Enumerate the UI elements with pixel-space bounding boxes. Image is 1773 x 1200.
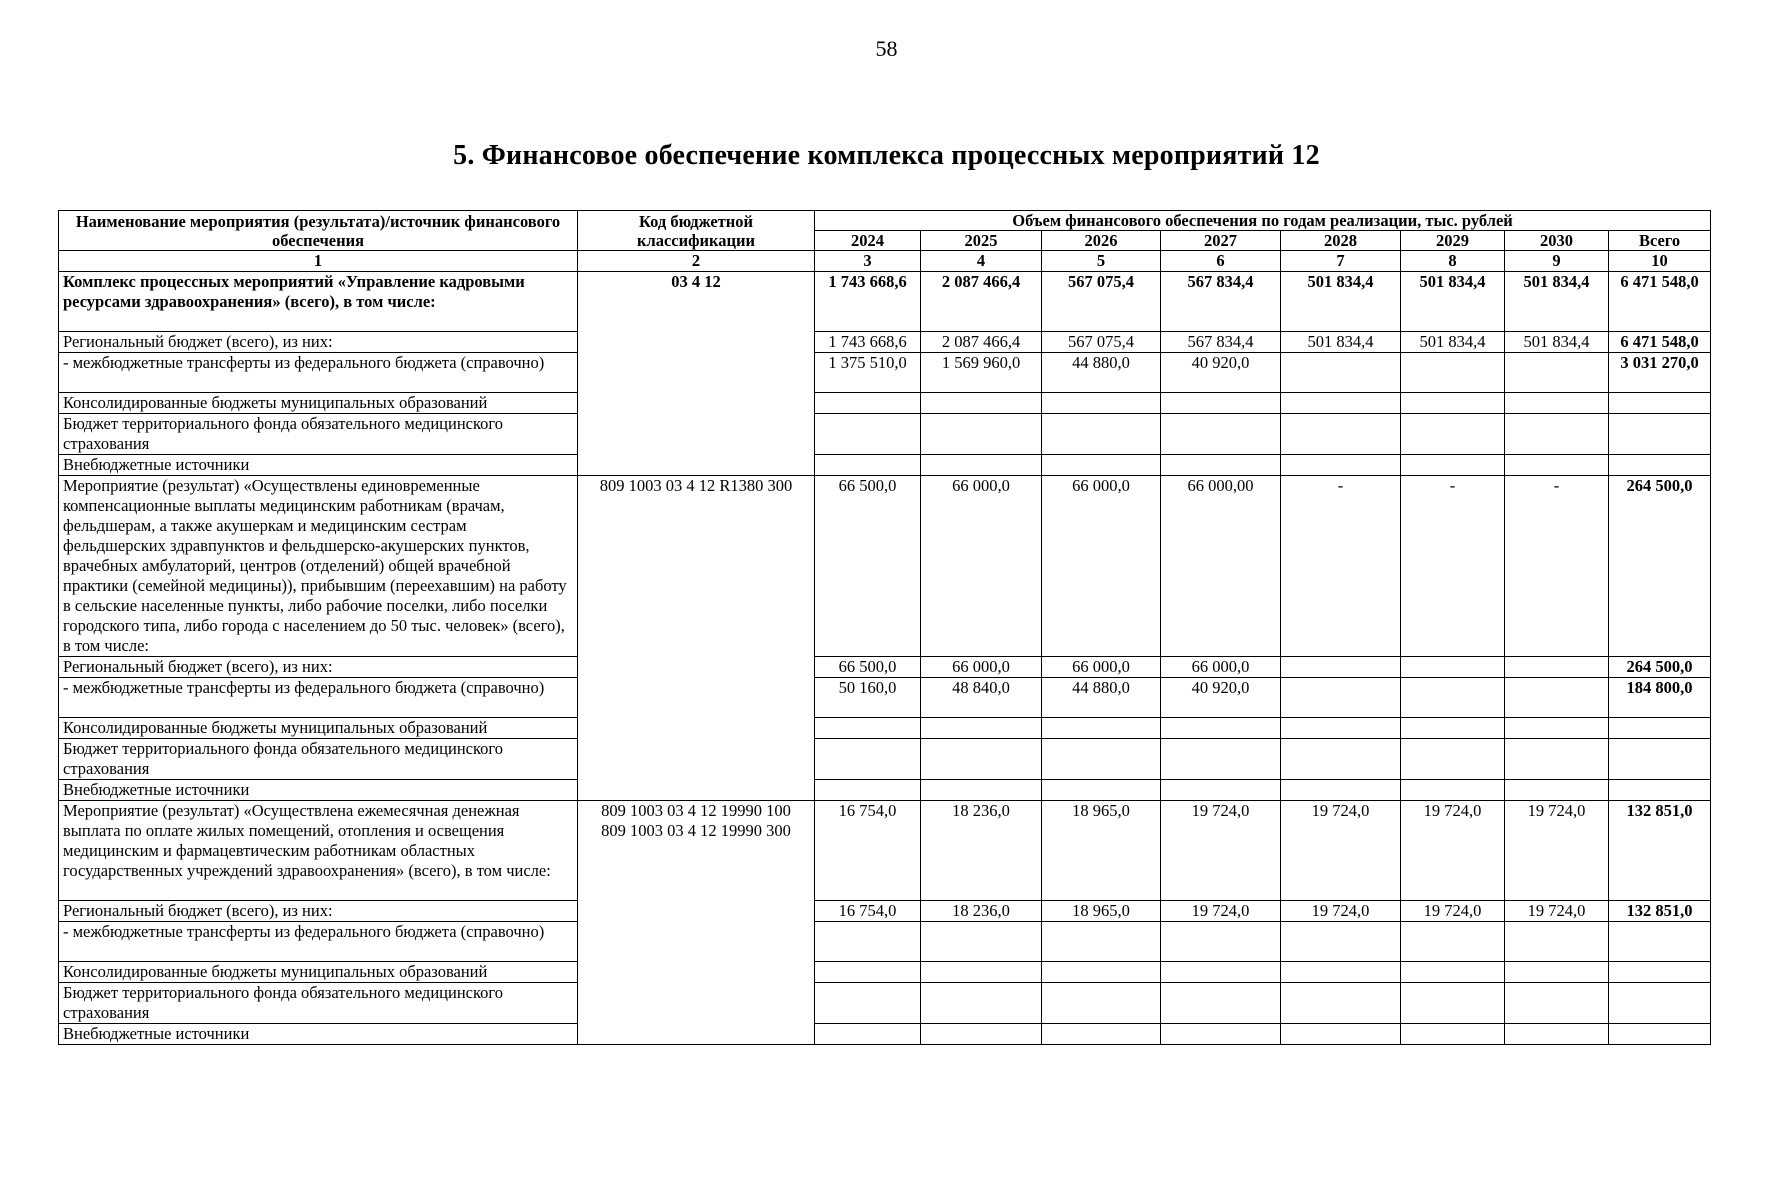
value-cell	[1281, 414, 1401, 455]
row-label-source: Бюджет территориального фонда обязательного медицинского страхования	[59, 414, 578, 455]
value-cell	[1401, 657, 1505, 678]
value-cell	[1401, 414, 1505, 455]
value-cell	[1401, 718, 1505, 739]
value-cell: 66 000,0	[921, 476, 1042, 657]
value-cell	[1505, 393, 1609, 414]
value-cell: 66 000,0	[921, 657, 1042, 678]
value-cell	[1042, 962, 1161, 983]
row-label-source: Региональный бюджет (всего), из них:	[59, 901, 578, 922]
value-cell	[1281, 657, 1401, 678]
total-cell	[1609, 414, 1711, 455]
value-cell	[1401, 393, 1505, 414]
value-cell	[1401, 780, 1505, 801]
total-cell: 6 471 548,0	[1609, 272, 1711, 332]
value-cell	[1505, 922, 1609, 962]
row-label-source: Бюджет территориального фонда обязательного медицинского страхования	[59, 983, 578, 1024]
value-cell	[1281, 983, 1401, 1024]
value-cell	[1161, 780, 1281, 801]
value-cell	[815, 739, 921, 780]
header-volume-group: Объем финансового обеспечения по годам реализации, тыс. рублей	[815, 211, 1711, 231]
value-cell: 48 840,0	[921, 678, 1042, 718]
table-row	[59, 393, 1711, 414]
value-cell	[1401, 455, 1505, 476]
value-cell	[1401, 678, 1505, 718]
value-cell: 501 834,4	[1281, 332, 1401, 353]
total-cell	[1609, 1024, 1711, 1045]
header-year: 2030	[1505, 231, 1609, 251]
value-cell	[1281, 718, 1401, 739]
value-cell: 18 236,0	[921, 801, 1042, 901]
column-index: 1	[59, 251, 578, 272]
value-cell: 1 743 668,6	[815, 332, 921, 353]
value-cell	[1042, 922, 1161, 962]
value-cell: 18 236,0	[921, 901, 1042, 922]
value-cell: 16 754,0	[815, 901, 921, 922]
value-cell	[1505, 657, 1609, 678]
value-cell	[1161, 1024, 1281, 1045]
value-cell	[1161, 962, 1281, 983]
value-cell	[1161, 393, 1281, 414]
value-cell: 1 375 510,0	[815, 353, 921, 393]
value-cell	[1505, 718, 1609, 739]
table-row	[59, 901, 1711, 922]
table-row	[59, 718, 1711, 739]
column-index: 2	[578, 251, 815, 272]
total-cell: 3 031 270,0	[1609, 353, 1711, 393]
table-row	[59, 739, 1711, 780]
value-cell	[1281, 1024, 1401, 1045]
column-index: 4	[921, 251, 1042, 272]
value-cell	[921, 780, 1042, 801]
budget-code: 03 4 12	[671, 272, 721, 291]
total-cell	[1609, 718, 1711, 739]
value-cell	[921, 414, 1042, 455]
value-cell	[1161, 922, 1281, 962]
value-cell	[1505, 739, 1609, 780]
row-label-source: Консолидированные бюджеты муниципальных образований	[59, 962, 578, 983]
page-title: 5. Финансовое обеспечение комплекса процессных мероприятий 12	[453, 140, 1320, 171]
value-cell: 19 724,0	[1401, 901, 1505, 922]
budget-code-cell	[578, 801, 815, 1045]
value-cell: 567 075,4	[1042, 332, 1161, 353]
value-cell: 19 724,0	[1281, 901, 1401, 922]
value-cell	[815, 455, 921, 476]
total-cell	[1609, 983, 1711, 1024]
value-cell	[1161, 455, 1281, 476]
value-cell: 66 000,0	[1161, 657, 1281, 678]
header-year: 2024	[815, 231, 921, 251]
total-cell: 184 800,0	[1609, 678, 1711, 718]
total-cell	[1609, 962, 1711, 983]
value-cell	[815, 780, 921, 801]
value-cell	[1401, 922, 1505, 962]
value-cell: 19 724,0	[1505, 901, 1609, 922]
budget-code: 809 1003 03 4 12 R1380 300	[599, 476, 793, 495]
value-cell	[1401, 983, 1505, 1024]
value-cell	[1401, 739, 1505, 780]
row-label-main: Мероприятие (результат) «Осуществлены единовременные компенсационные выплаты медицинским работникам (врачам, фельдшерам, а также акушеркам и медицинским сестрам фельдшерских здравпунктов и фельдшерско-акушерских пунктов, врачебных амбулаторий, центров (отделений) общей врачебной практики (семейной медицины)), прибывшим (переехавшим) на работу в сельские населенные пункты, либо рабочие поселки, либо поселки городского типа, либо города с населением до 50 тыс. человек» (всего), в том числе:	[59, 476, 578, 657]
value-cell: 40 920,0	[1161, 678, 1281, 718]
value-cell	[921, 739, 1042, 780]
value-cell: 19 724,0	[1281, 801, 1401, 901]
value-cell	[1042, 739, 1161, 780]
value-cell: 18 965,0	[1042, 901, 1161, 922]
value-cell	[921, 983, 1042, 1024]
value-cell	[1505, 983, 1609, 1024]
total-cell: 264 500,0	[1609, 476, 1711, 657]
table-row	[59, 414, 1711, 455]
header-year: 2026	[1042, 231, 1161, 251]
header-name-column: Наименование мероприятия (результата)/источник финансового обеспечения	[59, 211, 578, 251]
value-cell: 66 000,0	[1042, 476, 1161, 657]
column-index: 8	[1401, 251, 1505, 272]
total-cell: 132 851,0	[1609, 901, 1711, 922]
value-cell	[815, 922, 921, 962]
row-label-source: Внебюджетные источники	[59, 455, 578, 476]
value-cell	[921, 455, 1042, 476]
value-cell	[815, 1024, 921, 1045]
row-label-source: Внебюджетные источники	[59, 1024, 578, 1045]
table-row	[59, 657, 1711, 678]
value-cell: 19 724,0	[1401, 801, 1505, 901]
value-cell	[1042, 455, 1161, 476]
row-label-source: Консолидированные бюджеты муниципальных образований	[59, 393, 578, 414]
row-label-source: - межбюджетные трансферты из федерального бюджета (справочно)	[59, 922, 578, 962]
row-label-source: Региональный бюджет (всего), из них:	[59, 657, 578, 678]
table-row	[59, 353, 1711, 393]
value-cell: 501 834,4	[1401, 332, 1505, 353]
value-cell	[1401, 962, 1505, 983]
value-cell: 501 834,4	[1401, 272, 1505, 332]
header-year: 2029	[1401, 231, 1505, 251]
value-cell: 66 000,0	[1042, 657, 1161, 678]
value-cell	[1161, 739, 1281, 780]
total-cell: 6 471 548,0	[1609, 332, 1711, 353]
table-row	[59, 272, 1711, 332]
value-cell	[815, 414, 921, 455]
total-cell	[1609, 780, 1711, 801]
value-cell	[1161, 718, 1281, 739]
value-cell	[1281, 739, 1401, 780]
value-cell	[921, 1024, 1042, 1045]
value-cell	[1505, 780, 1609, 801]
value-cell	[815, 983, 921, 1024]
value-cell: 501 834,4	[1281, 272, 1401, 332]
value-cell	[1281, 922, 1401, 962]
header-year: 2028	[1281, 231, 1401, 251]
value-cell: 40 920,0	[1161, 353, 1281, 393]
value-cell	[1042, 780, 1161, 801]
value-cell: 66 500,0	[815, 476, 921, 657]
value-cell: 66 000,00	[1161, 476, 1281, 657]
value-cell: 16 754,0	[815, 801, 921, 901]
value-cell: 66 500,0	[815, 657, 921, 678]
value-cell	[815, 718, 921, 739]
value-cell	[1505, 353, 1609, 393]
budget-code: 809 1003 03 4 12 19990 100	[601, 801, 791, 820]
total-cell	[1609, 739, 1711, 780]
row-label-source: - межбюджетные трансферты из федерального бюджета (справочно)	[59, 353, 578, 393]
table-row	[59, 455, 1711, 476]
total-cell	[1609, 393, 1711, 414]
value-cell	[1161, 983, 1281, 1024]
financing-table	[58, 210, 1711, 1045]
value-cell: 567 834,4	[1161, 272, 1281, 332]
table-row	[59, 780, 1711, 801]
value-cell: 44 880,0	[1042, 678, 1161, 718]
header-code-column: Код бюджетной классификации	[578, 211, 815, 251]
value-cell	[1042, 983, 1161, 1024]
value-cell: 19 724,0	[1505, 801, 1609, 901]
column-index: 3	[815, 251, 921, 272]
value-cell	[1401, 1024, 1505, 1045]
total-cell: 132 851,0	[1609, 801, 1711, 901]
value-cell: 567 075,4	[1042, 272, 1161, 332]
column-index-row	[59, 251, 1711, 272]
value-cell: 19 724,0	[1161, 901, 1281, 922]
value-cell	[1042, 414, 1161, 455]
value-cell: 44 880,0	[1042, 353, 1161, 393]
column-index: 9	[1505, 251, 1609, 272]
value-cell	[1161, 414, 1281, 455]
value-cell: 1 569 960,0	[921, 353, 1042, 393]
table-row	[59, 983, 1711, 1024]
column-index: 5	[1042, 251, 1161, 272]
value-cell	[1505, 455, 1609, 476]
total-cell	[1609, 922, 1711, 962]
row-label-source: Внебюджетные источники	[59, 780, 578, 801]
value-cell	[921, 922, 1042, 962]
column-index: 10	[1609, 251, 1711, 272]
value-cell: -	[1281, 476, 1401, 657]
column-index: 6	[1161, 251, 1281, 272]
table-row	[59, 922, 1711, 962]
value-cell: 2 087 466,4	[921, 332, 1042, 353]
value-cell	[1505, 414, 1609, 455]
row-label-main: Комплекс процессных мероприятий «Управление кадровыми ресурсами здравоохранения» (всего), в том числе:	[59, 272, 578, 332]
value-cell: 567 834,4	[1161, 332, 1281, 353]
budget-code: 809 1003 03 4 12 19990 300	[601, 821, 791, 840]
header-total: Всего	[1609, 231, 1711, 251]
table-row	[59, 332, 1711, 353]
value-cell: -	[1401, 476, 1505, 657]
value-cell: 50 160,0	[815, 678, 921, 718]
value-cell: 2 087 466,4	[921, 272, 1042, 332]
budget-code-cell	[578, 476, 815, 801]
header-year: 2025	[921, 231, 1042, 251]
value-cell	[1281, 678, 1401, 718]
row-label-main: Мероприятие (результат) «Осуществлена ежемесячная денежная выплата по оплате жилых помещений, отопления и освещения медицинским и фармацевтическим работникам областных государственных учреждений здравоохранения» (всего), в том числе:	[59, 801, 578, 901]
value-cell	[1281, 393, 1401, 414]
value-cell	[1042, 393, 1161, 414]
page-number: 58	[875, 36, 898, 61]
value-cell	[921, 962, 1042, 983]
value-cell	[1505, 1024, 1609, 1045]
column-index: 7	[1281, 251, 1401, 272]
total-cell: 264 500,0	[1609, 657, 1711, 678]
value-cell: 501 834,4	[1505, 272, 1609, 332]
value-cell: 501 834,4	[1505, 332, 1609, 353]
value-cell: 18 965,0	[1042, 801, 1161, 901]
value-cell	[921, 718, 1042, 739]
value-cell	[1281, 780, 1401, 801]
table-row	[59, 962, 1711, 983]
row-label-source: Бюджет территориального фонда обязательного медицинского страхования	[59, 739, 578, 780]
value-cell	[1281, 353, 1401, 393]
table-row	[59, 801, 1711, 901]
row-label-source: Консолидированные бюджеты муниципальных образований	[59, 718, 578, 739]
header-year: 2027	[1161, 231, 1281, 251]
table-row	[59, 678, 1711, 718]
value-cell	[921, 393, 1042, 414]
value-cell	[1281, 455, 1401, 476]
value-cell	[1281, 962, 1401, 983]
row-label-source: Региональный бюджет (всего), из них:	[59, 332, 578, 353]
total-cell	[1609, 455, 1711, 476]
header-row-1	[59, 211, 1711, 231]
value-cell	[815, 962, 921, 983]
budget-code-cell	[578, 272, 815, 476]
value-cell: -	[1505, 476, 1609, 657]
value-cell	[1401, 353, 1505, 393]
value-cell	[815, 393, 921, 414]
value-cell	[1505, 678, 1609, 718]
table-row	[59, 476, 1711, 657]
value-cell	[1042, 718, 1161, 739]
row-label-source: - межбюджетные трансферты из федерального бюджета (справочно)	[59, 678, 578, 718]
value-cell: 1 743 668,6	[815, 272, 921, 332]
table-body	[59, 272, 1711, 1045]
value-cell: 19 724,0	[1161, 801, 1281, 901]
value-cell	[1505, 962, 1609, 983]
value-cell	[1042, 1024, 1161, 1045]
table-row	[59, 1024, 1711, 1045]
